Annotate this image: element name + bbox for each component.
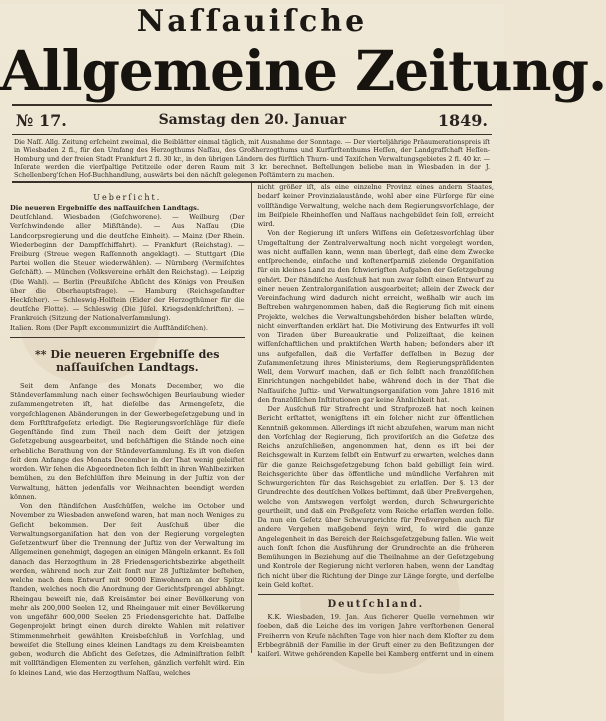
issue-date: Samstag den 20. Januar (158, 112, 347, 128)
contents-item: Die neueren Ergebniſſe des naſſauiſchen Landtags. (10, 204, 200, 212)
article-paragraph: Von den ſtändiſchen Ausſchüſſen, welche im October und November zu Wiesbaden anweſend waren, hat man noch Weniges zu Geſicht bekommen. Der ſeit Ausſchuß über die Verwaltungsorganiſation hat den von der Regierung vorgelegten Geſetzentwurf über die Trennung der Juſtiz von der Verwaltung im Allgemeinen genehmigt, dagegen an einigen Mängeln erkannt. Es ſoll danach das Herzogthum in 28 Friedensgerichtsbezirke abgetheilt werden, während noch zur Zeit ſonſt nur 28 Juſtizämter beſtehen, welche nach dem Entwurf mit 90000 Einwohnern an der Spitze ſtanden, welches noch die Anordnung der Gerichtsſprengel abhängt. Rheingau beweiſt nie, daß Kreisämter bei einer Bevölkerung von mehr als 200,000 Seelen 12, und Rheingauer mit einer Bevölkerung von ungefähr 600,000 Seelen 25 Friedensgerichte hat. Daſſelbe Gegenprojekt bringt einen durch direkte Wahlen mit relativer Stimmenmehrheit gewählten Kreisbeſchluß in Vorſchlag, und beweiſet die Stellung eines kleinen Landtags zu dem Kreisbeamten geben, wodurch die Abſicht des Geſetzes, die Adminiſtration ſelbſt mit vollſtändigen Elementen zu verſehen, gänzlich verfehlt wird. Ein ſo kleines Land, wie das Herzogthum Naſſau, welches (10, 502, 245, 677)
dateline (16, 108, 488, 132)
contents-heading: Ueberſicht. (93, 193, 162, 202)
left-column (10, 183, 252, 677)
newspaper-page (0, 4, 606, 721)
masthead-title: Allgemeine Zeitung. (0, 38, 606, 103)
contents-list (10, 204, 245, 333)
masthead-top: Naſſauiſche (136, 4, 368, 39)
contents-item: Deutſchland. Wiesbaden (Geſchworene). — Weilburg (Der Verſchwindende aller Mißſtände). — Aus Naſſau (Die Landcorpsregierung und die deutſche Einheit). — Mainz (Der Rhein. Wiederbeginn der Dampfſchiffahrt). — Frankfurt (Reichstag). — Freiburg (Streue wegen Raſſennoth angeklagt). — Stuttgart (Die Partei wollen die Steuer wiederwählen). — Nürnberg (Vermiſchtes Geſchäft). — München (Volksvereine erhält den Reichstag). — Leipzig (Die Wahl). — Berlin (Preußiſche Abſicht des Königs von Preußen über die Oberhauptsfrage). — Hamburg (Reichsgeſandter Heckſcher). — Schleswig-Holſtein (Eider der Herzogthümer für die deutſche Flotte). — Schleswig (Die Jüſel. Kriegsdenkſchriften). — Frankreich (Sitzung der Nationalverſammlung). (10, 213, 245, 323)
issue-number: № 17. (16, 110, 67, 130)
article-title: ** Die neueren Ergebniſſe des naſſauiſchen Landtags. (35, 347, 220, 374)
article-paragraph: nicht größer iſt, als eine einzelne Provinz eines andern Staates, bedarf keiner Provinzialaustände, wohl aber eine Fürſorge für eine vollſtändige Verwaltung, welche nach dem Regierungsvorſchlage, der im Beiſpiele Rheinheſſen und Naſſaus nachgebildet ſein ſoll, erreicht wird. (257, 183, 494, 228)
section-rule (258, 594, 494, 595)
issue-year: 1849. (437, 110, 488, 130)
subscription-notice: Die Naſſ. Allg. Zeitung erſcheint zweimal, die Beiblätter einmal täglich, mit Ausnahme der Sonntage. — Der vierteljährige Präaumerationspreis iſt in Wiesbaden 2 fl., für den Umfang des Herzogthums Naſſau, des Großherzogthums und Kurfürſtenthums Heſſen, der Landgrafſchaft Heſſen-Homburg und der freien Stadt Frankfurt 2 fl. 30 kr., in den übrigen Ländern des fürſtlich Thurn- und Taxiſchen Verwaltungsgebietes 2 fl. 40 kr. — Inſerate werden die vierſpaltige Petitzeile oder deren Raum mit 3 kr. berechnet. Beſtellungen beliebe man in Wiesbaden in der J. Schellenberg'ſchen Hof-Buchhandlung, auswärts bei den nächſt gelegenen Poſtämtern zu machen. (14, 138, 490, 180)
section-paragraph: K.K. Wiesbaden, 19. Jan. Aus ſicherer Quelle vernehmen wir ſoeben, daß die Leiche des im vorigen Jahre verſtorbenen General Freiherrn von Kruſe nächſten Tage von hier nach dem Kloſter zu dem Erbbegräbniß der Familie in der Gruft einer zu den Beſitzungen der kaiſerl. Witwe gehörenden Kapelle bei Kamberg entfernt und in einem (257, 613, 494, 658)
contents-rule (10, 337, 245, 338)
right-column (252, 183, 494, 658)
article-paragraph: Seit dem Anfange des Monats December, wo die Ständeverſammlung nach einer ſechswöchigen Beurlaubung wieder zuſammengetreten iſt, hat dieſelbe das Armengeſetz, die vorgeſchlagenen Abänderungen in der Gewerbegeſetzgebung und in dem Forſtſtrafgeſetz erledigt. Die Regierungsvorſchläge für dieſe Gegenſtände ſind zum Theil nach dem Geiſt der jetzigen Geſetzgebung ausgearbeitet, und beſchäftigen die Stände noch eine erhebliche Berathung von der Ständeverſammlung. Es iſt von dieſen ſeit dem Anfange des Monats December in der That wenig geleiſtet worden. Wir ſehen die Abgeordneten ſich ſelbſt in ihren Wahlbezirken bemühen, zu den Beſchlüſſen ihre Meinung in der Juſtiz von der Verwaltung, hätten jedenfalls vor Weihnachten beendigt werden können. (10, 381, 245, 501)
columns (10, 183, 494, 677)
section-heading: Deutſchland. (327, 599, 425, 610)
article-paragraph: Von der Regierung iſt unſers Wiſſens ein Geſetzesvorſchlag über Umgeſtaltung der Zentralverwaltung noch nicht vorgelegt worden, was nicht auffallen kann, wenn man überlegt, daß eine dem Zwecke entſprechende, einfache und koſtenerſparniß zielende Organiſation für ein kleines Land zu den ſchwierigſten Aufgaben der Geſetzgebung gehört. Der ſtändiſche Ausſchuß hat nun zwar ſelbſt einen Entwurf zu einer neuen Zentralorganiſation ausgearbeitet; allein der Zweck der Vereinfachung wird dadurch nicht erreicht, weßhalb wir auch im Beſtreben wahrgenommen haben, daß die Regierung ſich mit einem Projekte, welches die Verwaltungsbehörden bisher belaſten würde, nicht einverſtanden erklärt hat. Die Motivirung des Entwurfes iſt voll von Tiraden über Bureaukratie und Polizeiſtaat, die keinen wiſſenſchaftlichen und praktiſchen Werth haben; beſonders aber iſt uns aufgefallen, daß die Verfaſſer deſſelben in Bezug der Zuſammenſetzung ihres Ministeriums, dem Regierungspräſidenten Well, dem Vorwurf machen, daß er ſich ſelbſt nach franzöſiſchen Einrichtungen nachgebildet habe, während doch in der That die Naſſauiſche Juſtiz- und Verwaltungsorganiſation vom Jahre 1816 mit den franzöſiſchen Inſtitutionen gar keine Ähnlichkeit hat. (257, 229, 494, 404)
article-paragraph: Der Ausſchuß für Strafrecht und Strafprozeß hat noch keinen Bericht erſtattet, wenigſtens iſt ein ſolcher nicht zur öffentlichen Kenntniß gekommen. Allerdings iſt nicht abzuſehen, warum man nicht den Vorſchlag der Regierung, ſich proviſoriſch an die Geſetze des Reichs anzuſchließen, angenommen hat, denn es iſt bei der Reichsgewalt in Kurzem ſelbſt ein Entwurf zu erwarten, welches dann für die ganze Reichsgeſetzgebung ſchon bald gebilligt ſein wird. Reichsgerichte über das öffentliche und mündliche Verfahren mit Schwurgerichten für das Reichsgebiet zu erlaſſen. Der §. 13 der Grundrechte des deutſchen Volkes beſtimmt, daß über Preßvergehen, welche von Amtswegen verfolgt werden, durch Schwurgerichte geurtheilt, und daß ein Preßgeſetz vom Reiche erlaſſen werden ſolle. Da nun ein Geſetz über Schwurgerichte für Preßvergehen auch für andere Vergehen maßgebend ſeyn wird, ſo wird die ganze Angelegenheit in das Bereich der Reichsgeſetzgebung fallen. Wie weit auch ſonſt ſchon die Ausführung der Grundrechte an die früheren Bemühungen in Beziehung auf die Theilnahme an der Geſetzgebung und Kontrole der Regierung nicht verloren haben, wenn der Landtag ſich nicht über die Richtung der Dinge zur Länge ſorgte, und derſelbe kein Geld koſtet. (257, 405, 494, 589)
contents-item: Italien. Rom (Der Papſt excommunizirt die Aufſtändiſchen). (10, 323, 208, 332)
masthead-rule (12, 104, 492, 106)
dateline-rule (12, 134, 492, 135)
